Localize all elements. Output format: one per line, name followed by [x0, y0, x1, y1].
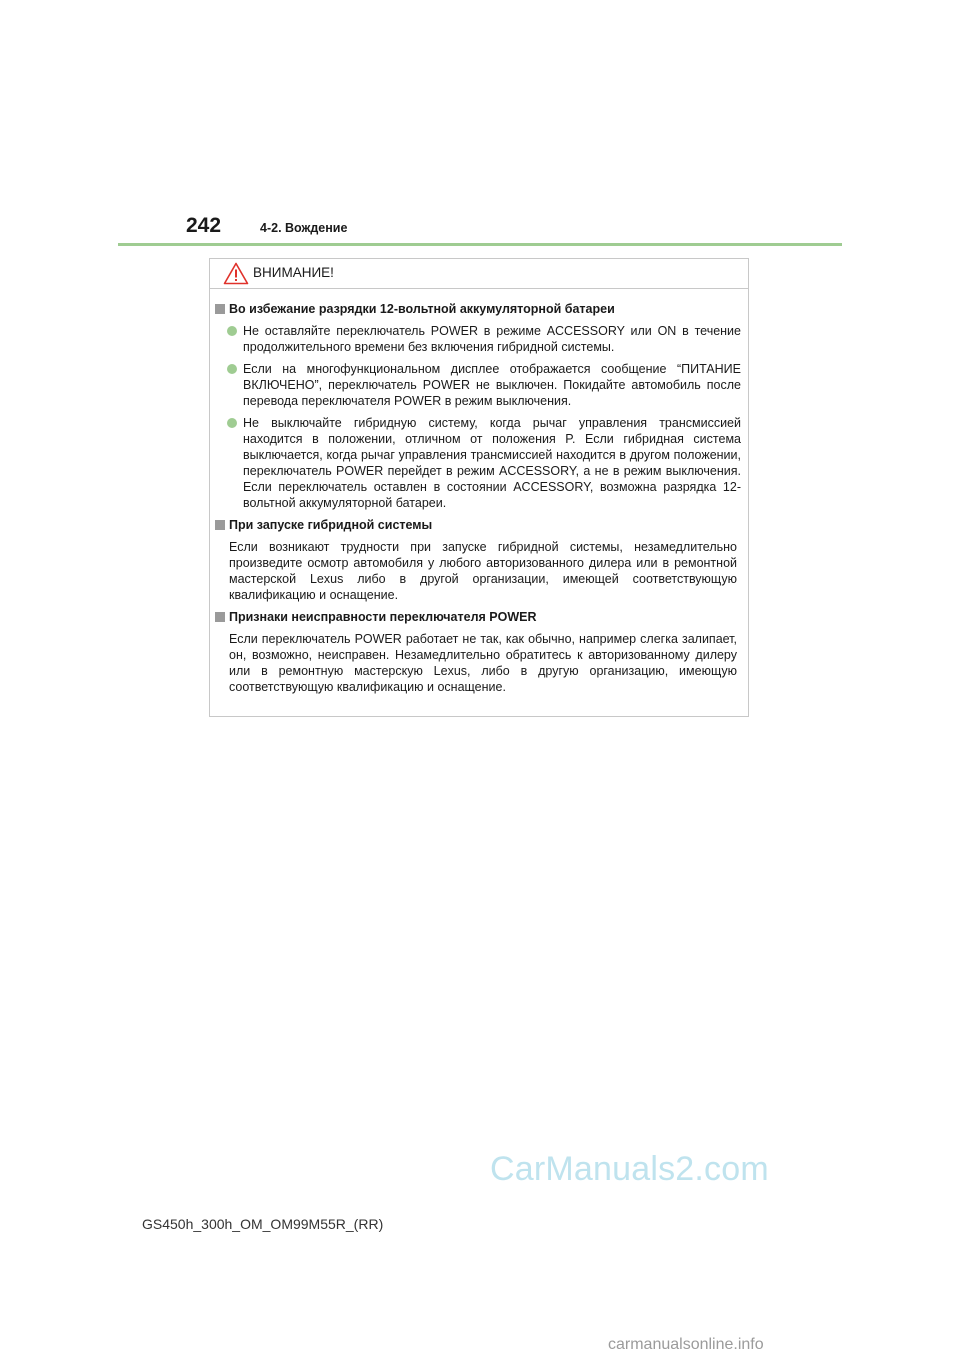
square-bullet-icon — [215, 304, 225, 314]
square-bullet-icon — [215, 612, 225, 622]
section-heading-text: При запуске гибридной системы — [229, 518, 433, 532]
section-title: 4-2. Вождение — [260, 221, 348, 235]
warning-section-battery — [210, 301, 748, 511]
warning-box — [209, 258, 749, 717]
warning-label: ВНИМАНИЕ! — [253, 265, 334, 280]
round-bullet-icon — [227, 418, 237, 428]
document-code: GS450h_300h_OM_OM99M55R_(RR) — [142, 1216, 384, 1232]
section-paragraph: Если возникают трудности при запуске гибридной системы, незамедлительно произведите осмотр автомобиля у любого авторизованного дилера или в ремонтной мастерской Lexus либо в другой организации, имеющей соответствующую квалификацию и оснащение. — [229, 540, 737, 602]
section-heading-text: Признаки неисправности переключателя POWER — [229, 610, 537, 624]
list-item-text: Не оставляйте переключатель POWER в режиме ACCESSORY или ON в течение продолжительного времени без включения гибридной системы. — [243, 324, 741, 354]
list-item-text: Не выключайте гибридную систему, когда рычаг управления трансмиссией находится в положении, отличном от положения P. Если гибридная система выключается, когда рычаг управления трансмиссией находится в другом положении, переключатель POWER перейдет в режим ACCESSORY, а не в режим выключения. Если переключатель оставлен в состоянии ACCESSORY, возможна разрядка 12-вольтной аккумуляторной батареи. — [243, 416, 741, 510]
warning-body — [210, 301, 748, 701]
header-rule — [118, 243, 842, 246]
section-heading — [210, 517, 748, 533]
list-item — [210, 361, 748, 409]
round-bullet-icon — [227, 326, 237, 336]
list-item — [210, 415, 748, 511]
section-heading-text: Во избежание разрядки 12-вольтной аккумуляторной батареи — [229, 302, 615, 316]
warning-triangle-icon — [223, 262, 249, 285]
warning-section-malfunction — [210, 609, 748, 695]
warning-header — [210, 259, 748, 289]
brand-logo[interactable]: CarManuals2.com — [490, 1150, 769, 1188]
section-heading — [210, 609, 748, 625]
warning-section-start — [210, 517, 748, 603]
list-item-text: Если на многофункциональном дисплее отображается сообщение “ПИТАНИЕ ВКЛЮЧЕНО”, переключатель POWER не выключен. Покидайте автомобиль после перевода переключателя POWER в режим выключения. — [243, 362, 741, 408]
section-paragraph: Если переключатель POWER работает не так, как обычно, например слегка залипает, он, возможно, неисправен. Незамедлительно обратитесь к авторизованному дилеру или в ремонтную мастерскую Lexus, либо в другую организацию, имеющую соответствующую квалификацию и оснащение. — [229, 632, 737, 694]
watermark: carmanualsonline.info — [608, 1336, 764, 1353]
section-heading — [210, 301, 748, 317]
square-bullet-icon — [215, 520, 225, 530]
page-number: 242 — [186, 214, 222, 237]
round-bullet-icon — [227, 364, 237, 374]
list-item — [210, 323, 748, 355]
